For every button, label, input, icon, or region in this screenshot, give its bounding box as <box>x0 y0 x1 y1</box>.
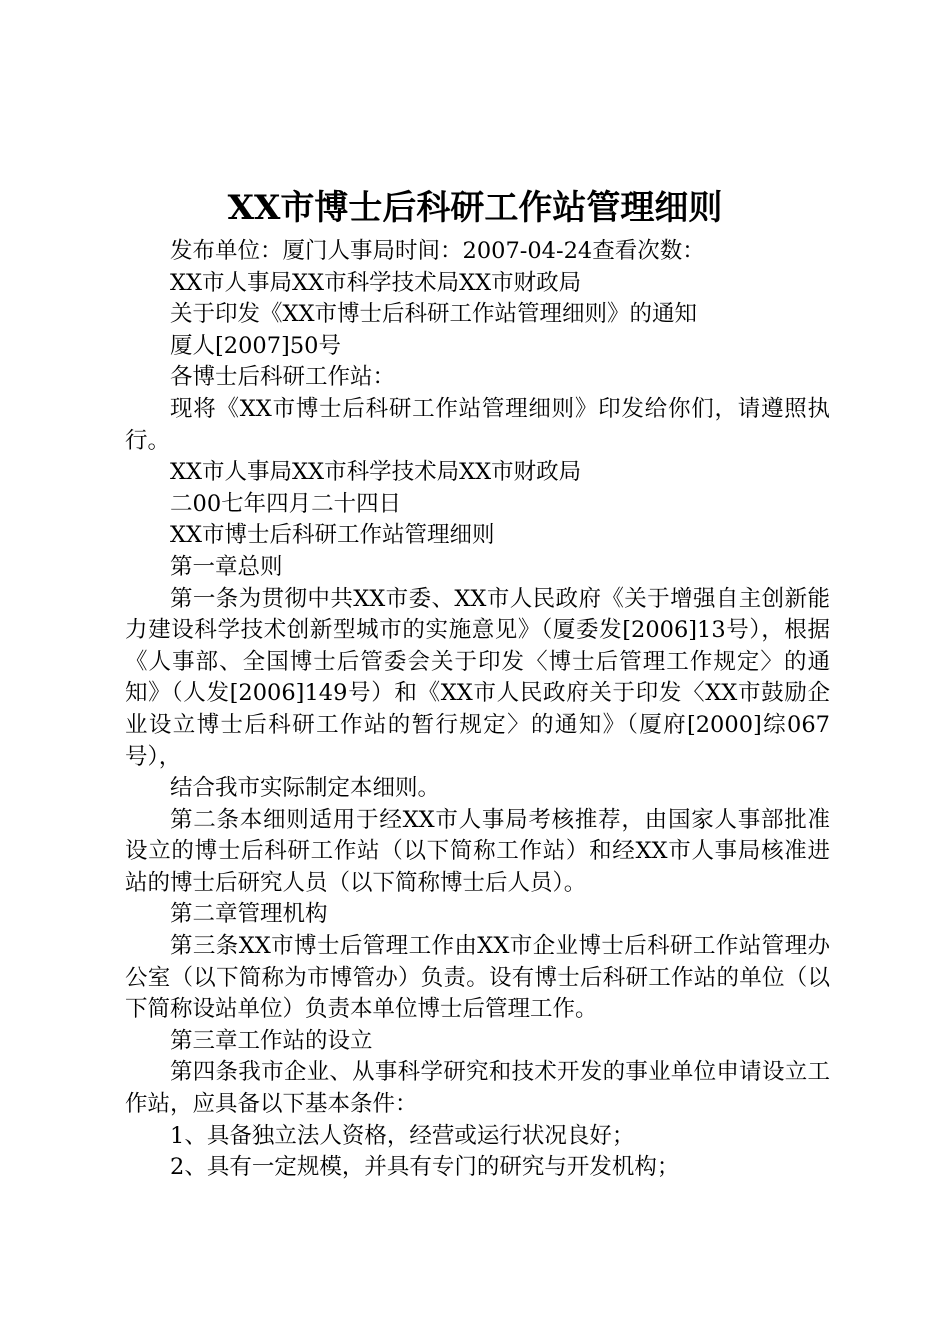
recipient-line: 各博士后科研工作站： <box>170 364 396 391</box>
article-paragraph: 第一条为贯彻中共XX市委、XX市人民政府《关于增强自主创新能力建设科学技术创新型城市的实施意见》（厦委发[2006]13号），根据《人事部、全国博士后管委会关于印发〈博士后管理工作规定〉的通知》（人发[2006]149号）和《XX市人民政府关于印发〈XX市鼓励企业设立博士后科研工作站的暂行规定〉的通知》（厦府[2000]综067号）， <box>125 585 830 770</box>
document-title: XX市博士后科研工作站管理细则 <box>227 188 723 228</box>
article-paragraph: 结合我市实际制定本细则。 <box>170 775 441 802</box>
list-item: 2、具有一定规模，并具有专门的研究与开发机构； <box>170 1154 680 1181</box>
article-paragraph: 第四条我市企业、从事科学研究和技术开发的事业单位申请设立工作站，应具备以下基本条件： <box>125 1059 830 1118</box>
notice-title: 关于印发《XX市博士后科研工作站管理细则》的通知 <box>170 301 698 328</box>
article-paragraph: 第三条XX市博士后管理工作由XX市企业博士后科研工作站管理办公室（以下简称为市博管办）负责。设有博士后科研工作站的单位（以下简称设站单位）负责本单位博士后管理工作。 <box>125 933 830 1023</box>
signature-agencies: XX市人事局XX市科学技术局XX市财政局 <box>170 459 582 486</box>
rules-title: XX市博士后科研工作站管理细则 <box>170 522 495 549</box>
list-item: 1、具备独立法人资格，经营或运行状况良好； <box>170 1122 635 1149</box>
document-body <box>125 236 830 1184</box>
signature-date: 二00七年四月二十四日 <box>170 490 402 517</box>
issuing-agencies: XX市人事局XX市科学技术局XX市财政局 <box>170 269 582 296</box>
document-number: 厦人[2007]50号 <box>170 332 341 359</box>
chapter-heading: 第一章总则 <box>170 553 283 580</box>
chapter-heading: 第三章工作站的设立 <box>170 1027 373 1054</box>
article-paragraph: 第二条本细则适用于经XX市人事局考核推荐，由国家人事部批准设立的博士后科研工作站（以下简称工作站）和经XX市人事局核准进站的博士后研究人员（以下简称博士后人员）。 <box>125 806 830 896</box>
publish-info-line: 发布单位：厦门人事局时间：2007-04-24查看次数： <box>170 238 705 264</box>
chapter-heading: 第二章管理机构 <box>170 901 328 928</box>
notice-body: 现将《XX市博士后科研工作站管理细则》印发给你们，请遵照执行。 <box>125 395 830 454</box>
